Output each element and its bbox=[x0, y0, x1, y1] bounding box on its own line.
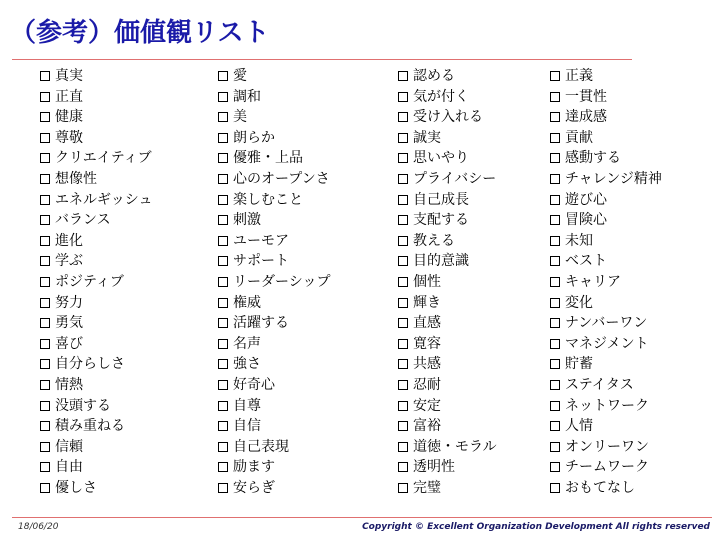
value-label: 健康 bbox=[55, 109, 83, 126]
value-item bbox=[398, 396, 497, 417]
value-item bbox=[398, 416, 497, 437]
checkbox-icon[interactable] bbox=[218, 236, 228, 246]
checkbox-icon[interactable] bbox=[550, 401, 560, 411]
value-item bbox=[550, 478, 662, 499]
value-label: 未知 bbox=[565, 232, 593, 249]
value-label: ポジティブ bbox=[55, 273, 124, 290]
value-item bbox=[218, 313, 330, 334]
checkbox-icon[interactable] bbox=[40, 236, 50, 246]
checkbox-icon[interactable] bbox=[550, 277, 560, 287]
value-item bbox=[40, 148, 152, 169]
value-item bbox=[398, 251, 497, 272]
value-column-4 bbox=[550, 66, 662, 498]
checkbox-icon[interactable] bbox=[550, 318, 560, 328]
value-label: 刺激 bbox=[233, 212, 261, 229]
value-item bbox=[550, 416, 662, 437]
checkbox-icon[interactable] bbox=[398, 112, 408, 122]
checkbox-icon[interactable] bbox=[218, 277, 228, 287]
value-item bbox=[398, 66, 497, 87]
value-item bbox=[40, 478, 152, 499]
value-label: 情熱 bbox=[55, 376, 83, 393]
checkbox-icon[interactable] bbox=[398, 256, 408, 266]
value-label: 人情 bbox=[565, 418, 593, 435]
checkbox-icon[interactable] bbox=[550, 298, 560, 308]
checkbox-icon[interactable] bbox=[398, 380, 408, 390]
value-label: マネジメント bbox=[565, 335, 649, 352]
value-label: 勇気 bbox=[55, 315, 83, 332]
value-item bbox=[218, 375, 330, 396]
value-label: 安らぎ bbox=[233, 479, 275, 496]
value-item bbox=[218, 231, 330, 252]
value-item bbox=[398, 375, 497, 396]
value-label: 積み重ねる bbox=[55, 418, 125, 435]
value-item bbox=[550, 293, 662, 314]
value-label: 想像性 bbox=[55, 170, 97, 187]
checkbox-icon[interactable] bbox=[398, 401, 408, 411]
value-label: 達成感 bbox=[565, 109, 607, 126]
checkbox-icon[interactable] bbox=[218, 112, 228, 122]
value-column-3 bbox=[398, 66, 497, 498]
value-label: 権威 bbox=[233, 294, 261, 311]
value-label: 変化 bbox=[565, 294, 593, 311]
value-label: オンリーワン bbox=[565, 438, 649, 455]
checkbox-icon[interactable] bbox=[40, 92, 50, 102]
value-label: 心のオープンさ bbox=[233, 170, 330, 187]
value-item bbox=[40, 231, 152, 252]
value-item bbox=[550, 190, 662, 211]
value-column-1 bbox=[40, 66, 152, 498]
value-item bbox=[550, 313, 662, 334]
value-item bbox=[398, 437, 497, 458]
value-label: 忍耐 bbox=[413, 376, 441, 393]
checkbox-icon[interactable] bbox=[550, 339, 560, 349]
value-label: 支配する bbox=[413, 212, 469, 229]
value-label: 目的意識 bbox=[413, 253, 469, 270]
checkbox-icon[interactable] bbox=[40, 277, 50, 287]
checkbox-icon[interactable] bbox=[40, 339, 50, 349]
checkbox-icon[interactable] bbox=[398, 174, 408, 184]
checkbox-icon[interactable] bbox=[40, 359, 50, 369]
value-label: 名声 bbox=[233, 335, 261, 352]
value-item bbox=[398, 313, 497, 334]
value-label: 正義 bbox=[565, 68, 593, 84]
checkbox-icon[interactable] bbox=[218, 153, 228, 163]
checkbox-icon[interactable] bbox=[550, 380, 560, 390]
value-label: 安定 bbox=[413, 397, 441, 414]
value-item bbox=[550, 128, 662, 149]
title-divider bbox=[12, 59, 632, 60]
value-column-2 bbox=[218, 66, 330, 498]
value-label: 学ぶ bbox=[55, 253, 83, 270]
checkbox-icon[interactable] bbox=[40, 112, 50, 122]
value-item bbox=[40, 457, 152, 478]
checkbox-icon[interactable] bbox=[218, 133, 228, 143]
checkbox-icon[interactable] bbox=[398, 339, 408, 349]
value-item bbox=[398, 190, 497, 211]
value-label: 優雅・上品 bbox=[233, 150, 303, 167]
value-item bbox=[218, 169, 330, 190]
value-item bbox=[218, 416, 330, 437]
value-label: リーダーシップ bbox=[233, 273, 331, 290]
value-label: 気が付く bbox=[413, 88, 469, 105]
value-item bbox=[550, 354, 662, 375]
checkbox-icon[interactable] bbox=[40, 462, 50, 472]
checkbox-icon[interactable] bbox=[550, 256, 560, 266]
checkbox-icon[interactable] bbox=[40, 421, 50, 431]
checkbox-icon[interactable] bbox=[550, 195, 560, 205]
value-item bbox=[550, 457, 662, 478]
value-label: 完璧 bbox=[413, 479, 441, 496]
value-item bbox=[218, 396, 330, 417]
value-label: ステイタス bbox=[565, 376, 634, 393]
checkbox-icon[interactable] bbox=[40, 380, 50, 390]
checkbox-icon[interactable] bbox=[40, 483, 50, 493]
checkbox-icon[interactable] bbox=[398, 298, 408, 308]
checkbox-icon[interactable] bbox=[218, 71, 228, 81]
value-label: 尊敬 bbox=[55, 129, 83, 146]
value-label: ベスト bbox=[565, 253, 607, 270]
page-title: （参考）価値観リスト bbox=[10, 18, 270, 48]
value-item bbox=[218, 457, 330, 478]
value-label: おもてなし bbox=[565, 479, 635, 496]
checkbox-icon[interactable] bbox=[40, 174, 50, 184]
value-item bbox=[398, 148, 497, 169]
value-item bbox=[40, 210, 152, 231]
value-label: 寛容 bbox=[413, 335, 441, 352]
checkbox-icon[interactable] bbox=[398, 462, 408, 472]
value-item bbox=[398, 478, 497, 499]
value-item bbox=[40, 190, 152, 211]
checkbox-icon[interactable] bbox=[218, 462, 228, 472]
checkbox-icon[interactable] bbox=[40, 215, 50, 225]
value-item bbox=[550, 272, 662, 293]
value-item bbox=[218, 148, 330, 169]
value-label: 進化 bbox=[55, 232, 83, 249]
value-item bbox=[398, 169, 497, 190]
checkbox-icon[interactable] bbox=[398, 236, 408, 246]
checkbox-icon[interactable] bbox=[398, 318, 408, 328]
value-item bbox=[550, 251, 662, 272]
checkbox-icon[interactable] bbox=[40, 153, 50, 163]
value-label: 自由 bbox=[55, 459, 83, 476]
checkbox-icon[interactable] bbox=[40, 298, 50, 308]
value-label: バランス bbox=[55, 212, 111, 229]
value-item bbox=[40, 128, 152, 149]
checkbox-icon[interactable] bbox=[550, 71, 560, 81]
checkbox-icon[interactable] bbox=[398, 71, 408, 81]
value-label: 思いやり bbox=[413, 150, 469, 167]
value-item bbox=[550, 66, 662, 87]
checkbox-icon[interactable] bbox=[398, 215, 408, 225]
value-label: 自信 bbox=[233, 418, 261, 435]
checkbox-icon[interactable] bbox=[550, 359, 560, 369]
value-label: 遊び心 bbox=[565, 191, 607, 208]
value-item bbox=[218, 128, 330, 149]
value-label: 自己表現 bbox=[233, 438, 289, 455]
footer-divider bbox=[12, 517, 712, 518]
value-label: キャリア bbox=[565, 273, 621, 290]
checkbox-icon[interactable] bbox=[40, 401, 50, 411]
value-item bbox=[40, 313, 152, 334]
value-label: 励ます bbox=[233, 459, 275, 476]
value-label: 輝き bbox=[413, 294, 441, 311]
checkbox-icon[interactable] bbox=[550, 174, 560, 184]
value-item bbox=[218, 251, 330, 272]
value-label: 信頼 bbox=[55, 438, 83, 455]
value-label: チャレンジ精神 bbox=[565, 170, 662, 187]
value-item bbox=[550, 107, 662, 128]
value-label: 優しさ bbox=[55, 479, 97, 496]
value-item bbox=[218, 190, 330, 211]
checkbox-icon[interactable] bbox=[398, 277, 408, 287]
value-item bbox=[398, 293, 497, 314]
value-item bbox=[550, 210, 662, 231]
value-item bbox=[398, 87, 497, 108]
checkbox-icon[interactable] bbox=[550, 236, 560, 246]
checkbox-icon[interactable] bbox=[218, 380, 228, 390]
value-item bbox=[398, 272, 497, 293]
value-item bbox=[550, 375, 662, 396]
value-item bbox=[550, 437, 662, 458]
checkbox-icon[interactable] bbox=[398, 153, 408, 163]
value-item bbox=[398, 107, 497, 128]
value-item bbox=[218, 66, 330, 87]
value-item bbox=[550, 148, 662, 169]
checkbox-icon[interactable] bbox=[218, 215, 228, 225]
value-label: 自尊 bbox=[233, 397, 261, 414]
checkbox-icon[interactable] bbox=[218, 421, 228, 431]
value-label: 活躍する bbox=[233, 315, 289, 332]
checkbox-icon[interactable] bbox=[218, 174, 228, 184]
checkbox-icon[interactable] bbox=[398, 195, 408, 205]
checkbox-icon[interactable] bbox=[550, 442, 560, 452]
value-item bbox=[40, 396, 152, 417]
value-label: 美 bbox=[233, 109, 247, 126]
value-item bbox=[40, 375, 152, 396]
value-label: クリエイティブ bbox=[55, 150, 152, 167]
value-item bbox=[218, 87, 330, 108]
value-item bbox=[218, 210, 330, 231]
checkbox-icon[interactable] bbox=[218, 401, 228, 411]
value-label: 好奇心 bbox=[233, 376, 275, 393]
value-label: 富裕 bbox=[413, 418, 441, 435]
value-item bbox=[40, 437, 152, 458]
value-label: 冒険心 bbox=[565, 212, 607, 229]
value-item bbox=[218, 107, 330, 128]
value-item bbox=[550, 396, 662, 417]
checkbox-icon[interactable] bbox=[550, 133, 560, 143]
checkbox-icon[interactable] bbox=[40, 442, 50, 452]
footer-copyright: Copyright © Excellent Organization Development All rights reserved bbox=[362, 522, 710, 532]
value-label: 直感 bbox=[413, 315, 441, 332]
value-item bbox=[218, 478, 330, 499]
checkbox-icon[interactable] bbox=[218, 298, 228, 308]
value-label: 喜び bbox=[55, 335, 83, 352]
checkbox-icon[interactable] bbox=[40, 71, 50, 81]
checkbox-icon[interactable] bbox=[218, 92, 228, 102]
value-label: 貢献 bbox=[565, 129, 593, 146]
value-item bbox=[40, 251, 152, 272]
value-label: 受け入れる bbox=[413, 109, 483, 126]
value-label: 没頭する bbox=[55, 397, 111, 414]
checkbox-icon[interactable] bbox=[218, 256, 228, 266]
value-label: 朗らか bbox=[233, 129, 275, 146]
value-label: 貯蓄 bbox=[565, 356, 593, 373]
value-item bbox=[398, 210, 497, 231]
value-label: ユーモア bbox=[233, 232, 289, 249]
checkbox-icon[interactable] bbox=[218, 359, 228, 369]
checkbox-icon[interactable] bbox=[40, 318, 50, 328]
value-item bbox=[550, 169, 662, 190]
checkbox-icon[interactable] bbox=[398, 421, 408, 431]
checkbox-icon[interactable] bbox=[550, 215, 560, 225]
value-label: プライバシー bbox=[413, 170, 497, 187]
value-label: 教える bbox=[413, 232, 455, 249]
checkbox-icon[interactable] bbox=[398, 442, 408, 452]
checkbox-icon[interactable] bbox=[550, 92, 560, 102]
value-label: チームワーク bbox=[565, 459, 649, 476]
value-item bbox=[218, 293, 330, 314]
value-item bbox=[40, 272, 152, 293]
value-item bbox=[40, 354, 152, 375]
value-item bbox=[218, 334, 330, 355]
value-label: 一貫性 bbox=[565, 88, 607, 105]
checkbox-icon[interactable] bbox=[550, 112, 560, 122]
value-label: 誠実 bbox=[413, 129, 441, 146]
value-label: 努力 bbox=[55, 294, 83, 311]
value-item bbox=[40, 293, 152, 314]
value-item bbox=[40, 416, 152, 437]
checkbox-icon[interactable] bbox=[550, 462, 560, 472]
value-label: 真実 bbox=[55, 68, 83, 84]
value-item bbox=[398, 354, 497, 375]
value-label: 楽しむこと bbox=[233, 191, 303, 208]
value-item bbox=[40, 66, 152, 87]
value-label: 愛 bbox=[233, 68, 247, 84]
value-label: 認める bbox=[413, 68, 455, 84]
checkbox-icon[interactable] bbox=[218, 339, 228, 349]
value-item bbox=[40, 334, 152, 355]
checkbox-icon[interactable] bbox=[218, 483, 228, 493]
value-label: 個性 bbox=[413, 273, 441, 290]
checkbox-icon[interactable] bbox=[40, 195, 50, 205]
checkbox-icon[interactable] bbox=[398, 133, 408, 143]
value-item bbox=[550, 87, 662, 108]
checkbox-icon[interactable] bbox=[40, 256, 50, 266]
value-item bbox=[550, 231, 662, 252]
value-label: 透明性 bbox=[413, 459, 455, 476]
checkbox-icon[interactable] bbox=[218, 442, 228, 452]
checkbox-icon[interactable] bbox=[550, 153, 560, 163]
footer-date: 18/06/20 bbox=[18, 522, 59, 532]
checkbox-icon[interactable] bbox=[218, 318, 228, 328]
value-item bbox=[398, 334, 497, 355]
value-label: 共感 bbox=[413, 356, 441, 373]
value-label: サポート bbox=[233, 253, 289, 270]
value-item bbox=[40, 169, 152, 190]
value-label: 正直 bbox=[55, 88, 83, 105]
value-item bbox=[398, 457, 497, 478]
checkbox-icon[interactable] bbox=[40, 133, 50, 143]
checkbox-icon[interactable] bbox=[550, 483, 560, 493]
value-label: 自己成長 bbox=[413, 191, 469, 208]
value-item bbox=[40, 87, 152, 108]
value-item bbox=[218, 437, 330, 458]
checkbox-icon[interactable] bbox=[218, 195, 228, 205]
checkbox-icon[interactable] bbox=[550, 421, 560, 431]
value-label: 道徳・モラル bbox=[413, 438, 497, 455]
checkbox-icon[interactable] bbox=[398, 92, 408, 102]
value-label: 感動する bbox=[565, 150, 621, 167]
value-item bbox=[550, 334, 662, 355]
value-item bbox=[218, 354, 330, 375]
value-label: 自分らしさ bbox=[55, 356, 125, 373]
value-label: エネルギッシュ bbox=[55, 191, 153, 208]
value-item bbox=[398, 231, 497, 252]
value-label: 調和 bbox=[233, 88, 261, 105]
value-item bbox=[218, 272, 330, 293]
checkbox-icon[interactable] bbox=[398, 483, 408, 493]
value-label: ナンバーワン bbox=[565, 315, 648, 332]
value-label: ネットワーク bbox=[565, 397, 649, 414]
value-item bbox=[398, 128, 497, 149]
value-label: 強さ bbox=[233, 356, 261, 373]
value-item bbox=[40, 107, 152, 128]
checkbox-icon[interactable] bbox=[398, 359, 408, 369]
